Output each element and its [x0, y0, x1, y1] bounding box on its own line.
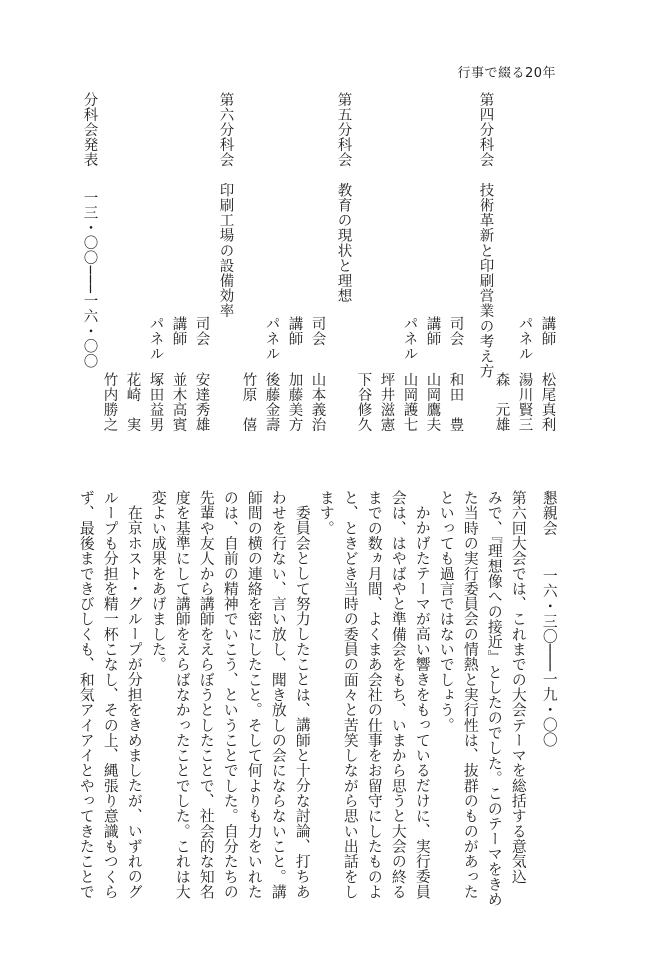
body-line-11: わせを行ない、言い放し、聞き放しの会にならないこと。講 — [269, 490, 287, 900]
session-5-role-2: 講師 — [286, 316, 303, 347]
session-5-name-1: 山本義治 — [309, 372, 326, 433]
body-line-16: 変よい成果をあげました。 — [149, 490, 167, 672]
session-results-time: 一三・〇〇───一六・〇〇 — [81, 190, 98, 369]
session-5-name-3: 後藤金壽 — [263, 372, 280, 433]
session-4-name-2: 湯川賢三 — [516, 372, 533, 433]
session-5-name-2: 加藤美方 — [286, 372, 303, 433]
session-4-name-6: 山岡護七 — [401, 372, 418, 433]
session-4-role-2: パネル — [516, 316, 533, 362]
session-6-role-2: 講師 — [170, 316, 187, 347]
session-6-name-1: 安達秀雄 — [193, 372, 210, 433]
body-line-7: までの数ヵ月間、よくまあ会社の仕事をお留守にしたものよ — [365, 490, 383, 900]
session-4-name-5: 山岡鷹夫 — [424, 372, 441, 433]
body-line-1: 第六回大会では、これまでの大会テーマを総括する意気込 — [509, 490, 527, 884]
body-line-3: た当時の実行委員会の情熱と実行性は、抜群のものがあった — [461, 490, 479, 900]
body-line-17: 在京ホスト・グループが分担をきめましたが、いずれのグ — [125, 505, 143, 899]
session-5-role-3: パネル — [263, 316, 280, 362]
body-line-6: 会は、はやばやと準備会をもち、いまから思うと大会の終る — [389, 490, 407, 900]
session-5-name-4: 竹原 僖 — [240, 372, 257, 433]
session-4-role-1: 講師 — [539, 316, 556, 347]
session-4-name-7: 坪井滋憲 — [378, 372, 395, 433]
session-6-title: 第六分科会 印刷工場の設備効率 — [217, 92, 234, 319]
body-line-9: ます。 — [317, 490, 335, 536]
session-5-title: 第五分科会 教育の現状と理想 — [335, 92, 352, 304]
body-line-13: のは、自前の精神でいこう、ということでした。自分たちの — [221, 490, 239, 900]
session-results-label: 分科会発表 — [81, 92, 98, 168]
body-line-4: といっても過言ではないでしょう。 — [437, 490, 455, 733]
session-4-role-5: 講師 — [424, 316, 441, 347]
session-4-name-8: 下谷修久 — [355, 372, 372, 433]
session-4-role-6: パネル — [401, 316, 418, 362]
session-6-name-4: 花崎 実 — [124, 372, 141, 433]
session-6-name-2: 並木高賓 — [170, 372, 187, 433]
body-line-14: 先輩や友人から講師をえらぼうとしたことで、社会的な知名 — [197, 490, 215, 900]
body-line-10: 委員会として努力したことは、講師と十分な討論、打ちあ — [293, 505, 311, 899]
body-line-18: ループも分担を精一杯こなし、その上、縄張り意識もつくら — [101, 490, 119, 900]
session-4-name-1: 松尾真利 — [539, 372, 556, 433]
body-line-8: と、ときどき当時の委員の面々と苦笑しながら思い出話をし — [341, 490, 359, 900]
session-6-role-3: パネル — [147, 316, 164, 362]
session-4-name-3: 森 元雄 — [493, 372, 510, 433]
session-4-title: 第四分科会 技術革新と印刷営業の考え方 — [477, 92, 494, 379]
running-header: 行事で綴る20年 — [457, 66, 556, 81]
session-6-name-5: 竹内勝之 — [101, 372, 118, 433]
social-heading-label: 懇親会 — [540, 490, 558, 536]
body-line-2: みで、『理想像への接近』としたのでした。このテーマをきめ — [485, 490, 503, 907]
body-line-12: 師間の横の連絡を密にしたこと。そして何よりも力をいれた — [245, 490, 263, 900]
session-4-name-4: 和田 豊 — [447, 372, 464, 433]
session-6-role-1: 司会 — [193, 316, 210, 347]
session-6-name-3: 塚田益男 — [147, 372, 164, 433]
social-heading-time: 一六・三〇───一九・〇〇 — [540, 568, 558, 748]
body-line-5: かかげたテーマが高い響きをもっているだけに、実行委員 — [413, 505, 431, 899]
session-5-role-1: 司会 — [309, 316, 326, 347]
body-line-15: 度を基準にして講師をえらばなかったことでした。これは大 — [173, 490, 191, 900]
body-line-19: ず、最後まできびしくも、和気アイアイとやってきたことで — [77, 490, 95, 900]
session-4-role-4: 司会 — [447, 316, 464, 347]
